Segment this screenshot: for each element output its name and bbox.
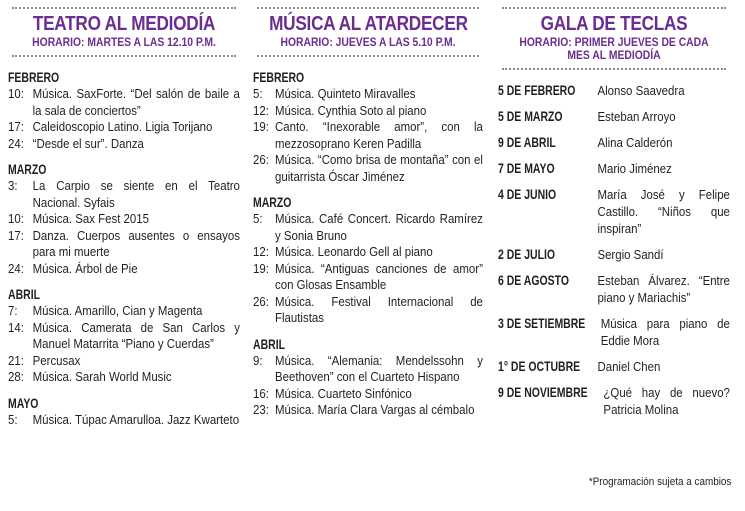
event-text: Música. “Alemania: Mendelssohn y Beethoven” con el Cuarteto Hispano <box>275 352 483 384</box>
event-text: Música. Amarillo, Cian y Magenta <box>32 303 203 318</box>
event-text: “Desde el sur”. Danza <box>32 135 144 151</box>
event-item <box>8 353 240 370</box>
gala-date: 1° DE OCTUBRE <box>498 358 581 374</box>
event-text: Música. Café Concert. Ricardo Ramírez y Sonia Bruno <box>275 211 483 243</box>
gala-event <box>498 246 730 263</box>
event-list <box>8 303 240 386</box>
event-item <box>253 353 483 386</box>
event-item <box>253 402 483 419</box>
teatro-schedule: HORARIO: MARTES A LAS 12.10 P.M. <box>32 37 216 49</box>
gala-date: 7 DE MAYO <box>498 160 555 176</box>
event-text: Música. Festival Internacional de Flautistas <box>275 293 483 325</box>
dotted-divider <box>257 55 479 57</box>
gala-event <box>498 82 730 99</box>
gala-event <box>498 384 730 418</box>
teatro-program <box>8 68 240 428</box>
gala-event <box>498 160 730 177</box>
event-item <box>253 261 483 294</box>
gala-performer: Esteban Arroyo <box>597 109 676 124</box>
event-day: 26: <box>253 293 269 309</box>
event-item <box>8 303 240 320</box>
dotted-divider <box>12 55 236 57</box>
gala-performer: Alonso Saavedra <box>597 83 685 98</box>
event-item <box>8 211 240 228</box>
month-heading: ABRIL <box>8 286 41 302</box>
event-day: 24: <box>8 135 24 151</box>
gala-date: 9 DE NOVIEMBRE <box>498 384 588 400</box>
event-day: 12: <box>253 102 269 118</box>
musica-column <box>253 0 483 419</box>
gala-date: 4 DE JUNIO <box>498 186 557 202</box>
gala-performer: Daniel Chen <box>597 359 661 374</box>
event-day: 19: <box>253 119 269 134</box>
event-text: Música. “Como brisa de montaña” con el guitarrista Óscar Jiménez <box>275 152 483 184</box>
event-day: 3: <box>8 178 18 193</box>
gala-event <box>498 272 730 306</box>
event-day: 16: <box>253 385 269 401</box>
dotted-divider <box>257 7 479 9</box>
dotted-divider <box>12 7 236 9</box>
gala-performer: ¿Qué hay de nuevo? Patricia Molina <box>603 385 730 417</box>
event-text: Música. Sax Fest 2015 <box>32 211 150 226</box>
event-day: 19: <box>253 260 269 276</box>
event-text: Música. Árbol de Pie <box>32 260 138 276</box>
event-item <box>8 136 240 153</box>
musica-program <box>253 68 483 419</box>
gala-date: 9 DE ABRIL <box>498 134 556 150</box>
gala-date: 2 DE JULIO <box>498 246 556 262</box>
gala-event <box>498 315 730 349</box>
event-day: 17: <box>8 227 24 243</box>
dotted-divider <box>502 7 726 9</box>
gala-date: 5 DE MARZO <box>498 108 563 124</box>
event-text: Música. “Antiguas canciones de amor” con Glosas Ensamble <box>275 260 483 292</box>
event-item <box>8 178 240 211</box>
gala-performer: Esteban Álvarez. “Entre piano y Mariachis” <box>597 273 730 305</box>
month-heading: ABRIL <box>253 335 286 352</box>
event-day: 12: <box>253 244 269 259</box>
event-text: Danza. Cuerpos ausentes o ensayos para mi muerte <box>32 227 240 259</box>
musica-title: MÚSICA AL ATARDECER <box>269 13 468 35</box>
gala-performer: Sergio Sandí <box>597 247 664 262</box>
event-day: 23: <box>253 402 269 417</box>
gala-schedule: HORARIO: PRIMER JUEVES DE CADA MES AL MEDIODÍA <box>519 37 709 62</box>
dotted-divider <box>502 68 726 70</box>
event-list <box>8 86 240 152</box>
event-day: 9: <box>253 352 263 368</box>
gala-date: 6 DE AGOSTO <box>498 272 570 288</box>
event-item <box>253 211 483 244</box>
month-heading: FEBRERO <box>253 69 305 85</box>
event-item <box>253 244 483 261</box>
event-item <box>253 119 483 152</box>
gala-event <box>498 108 730 125</box>
event-list <box>253 353 483 419</box>
event-text: Música. Cuarteto Sinfónico <box>275 385 412 401</box>
gala-column <box>498 0 730 427</box>
gala-performer: Alina Calderón <box>597 135 673 150</box>
event-item <box>8 86 240 119</box>
event-item <box>253 294 483 327</box>
event-day: 5: <box>253 86 263 101</box>
month-heading: MARZO <box>253 194 292 210</box>
event-item <box>8 369 240 386</box>
musica-schedule: HORARIO: JUEVES A LAS 5.10 P.M. <box>280 37 456 49</box>
event-text: Música. Sarah World Music <box>32 369 172 384</box>
event-item <box>8 320 240 353</box>
event-day: 14: <box>8 319 24 335</box>
gala-event <box>498 358 730 375</box>
event-day: 21: <box>8 352 24 368</box>
event-text: Percusax <box>32 352 81 368</box>
teatro-title: TEATRO AL MEDIODÍA <box>32 13 216 35</box>
month-heading: FEBRERO <box>8 69 60 85</box>
event-list <box>8 178 240 277</box>
event-day: 5: <box>253 211 263 226</box>
event-day: 24: <box>8 260 24 276</box>
event-item <box>253 386 483 403</box>
gala-performer: María José y Felipe Castillo. “Niños que inspiran” <box>597 187 730 236</box>
event-text: Música. Camerata de San Carlos y Manuel Matarrita “Piano y Cuerdas” <box>32 319 240 351</box>
event-day: 5: <box>8 411 18 427</box>
event-day: 28: <box>8 369 24 384</box>
event-item <box>8 228 240 261</box>
event-day: 17: <box>8 119 24 134</box>
event-text: Canto. “Inexorable amor”, con la mezzosoprano Keren Padilla <box>275 119 483 151</box>
event-text: Música. María Clara Vargas al cémbalo <box>275 402 475 417</box>
event-item <box>8 261 240 278</box>
event-list <box>253 211 483 327</box>
schedule-note: *Programación sujeta a cambios <box>588 476 731 488</box>
gala-performer: Música para piano de Eddie Mora <box>600 316 730 348</box>
event-item <box>253 86 483 103</box>
event-day: 10: <box>8 86 24 101</box>
gala-date: 5 DE FEBRERO <box>498 82 576 98</box>
event-list <box>253 86 483 185</box>
gala-event <box>498 186 730 237</box>
gala-performer: Mario Jiménez <box>597 161 672 176</box>
event-text: Música. Leonardo Gell al piano <box>275 244 433 259</box>
month-heading: MAYO <box>8 394 39 411</box>
event-text: Música. Túpac Amarulloa. Jazz Kwarteto <box>32 411 240 427</box>
event-item <box>253 103 483 120</box>
gala-program <box>498 82 730 418</box>
month-heading: MARZO <box>8 161 47 177</box>
event-text: Caleidoscopio Latino. Ligia Torijano <box>32 119 213 134</box>
event-text: Música. Cynthia Soto al piano <box>275 102 427 118</box>
event-text: La Carpio se siente en el Teatro Nacional. Syfais <box>32 178 240 210</box>
event-day: 10: <box>8 211 24 226</box>
event-text: Música. Quinteto Miravalles <box>275 86 416 101</box>
event-item <box>8 412 240 429</box>
teatro-column <box>8 0 240 428</box>
event-day: 26: <box>253 152 269 167</box>
event-list <box>8 412 240 429</box>
event-day: 7: <box>8 303 18 318</box>
gala-date: 3 DE SETIEMBRE <box>498 315 586 331</box>
event-item <box>8 119 240 136</box>
gala-event <box>498 134 730 151</box>
event-item <box>253 152 483 185</box>
gala-title: GALA DE TECLAS <box>540 13 688 35</box>
event-text: Música. SaxForte. “Del salón de baile a la sala de conciertos” <box>32 86 240 118</box>
